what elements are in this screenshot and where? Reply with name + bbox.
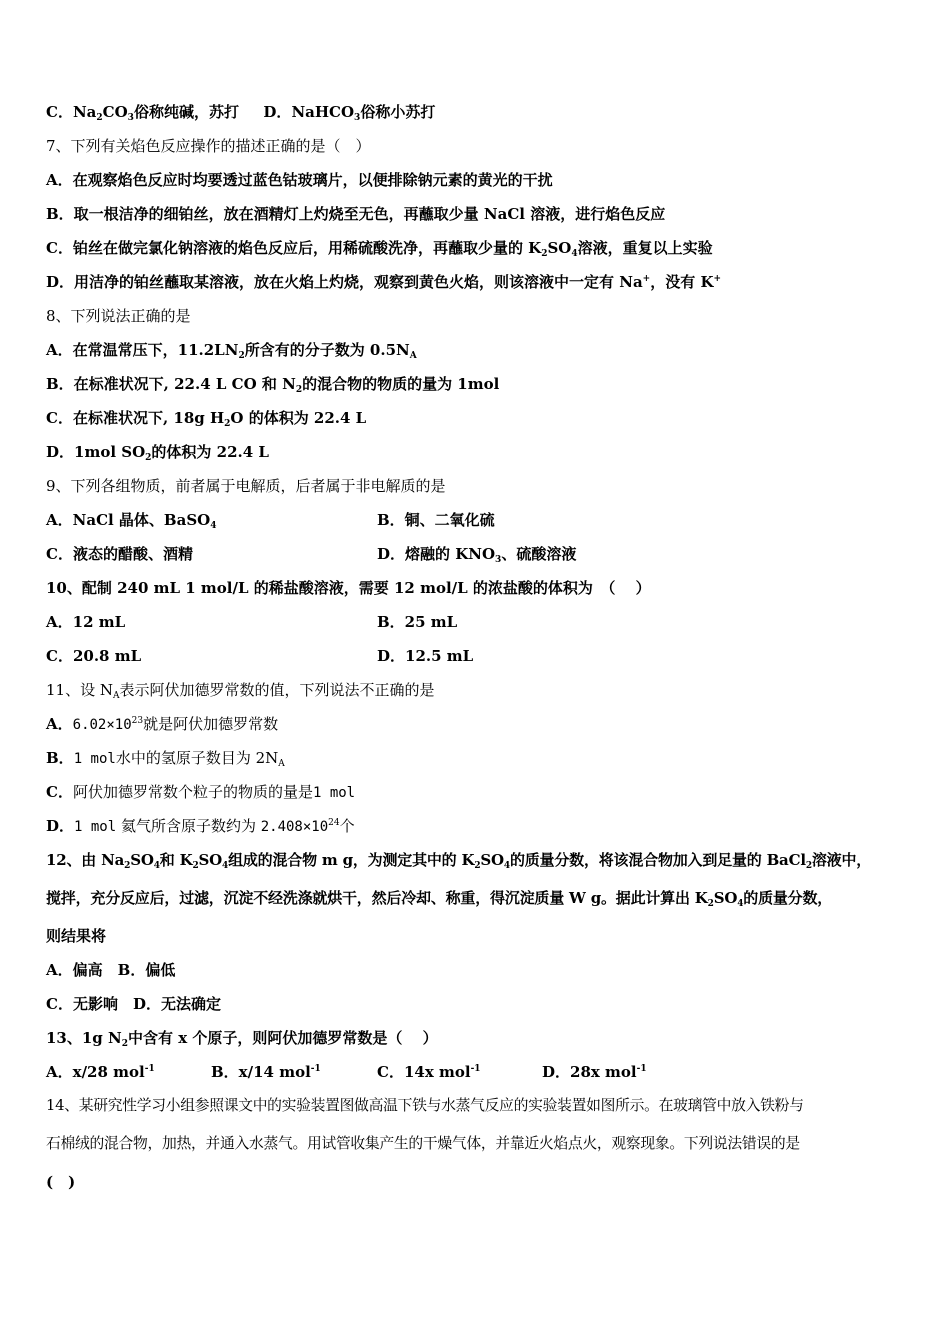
q8-stem: 8、下列说法正确的是 bbox=[46, 307, 191, 325]
q8-a-mid: 所含有的分子数为 0.5N bbox=[244, 341, 410, 359]
q14-stem-line1: 14、某研究性学习小组参照课文中的实验装置图做高温下铁与水蒸气反应的实验装置如图所示。在玻璃管中放入铁粉与 bbox=[46, 1097, 804, 1114]
q6-c-text: 俗称纯碱，苏打 bbox=[133, 103, 239, 121]
q12-l1-d: SO bbox=[198, 851, 222, 869]
q12-l1-s7: 2 bbox=[805, 861, 812, 871]
q13-a-text: A．x/28 mol bbox=[46, 1063, 145, 1081]
q11-stem-pre: 11、设 N bbox=[46, 681, 113, 699]
q12-l1-g: 的质量分数，将该混合物加入到足量的 BaCl bbox=[509, 851, 806, 869]
q10-option-b: B．25 mL bbox=[377, 613, 458, 631]
q6-options-cd bbox=[46, 102, 435, 122]
q12-l1-e: 组成的混合物 m g，为测定其中的 K bbox=[228, 851, 475, 869]
q7-option-a: A．在观察焰色反应时均要透过蓝色钴玻璃片，以便排除钠元素的黄光的干扰 bbox=[46, 171, 553, 189]
q12-l2-s2: 4 bbox=[737, 899, 744, 909]
q8-d-sub: 2 bbox=[145, 453, 152, 463]
q7-d-pre: D．用洁净的铂丝蘸取某溶液，放在火焰上灼烧，观察到黄色火焰，则该溶液中一定有 Na bbox=[46, 273, 643, 291]
q7-d-sup2: + bbox=[713, 274, 722, 284]
q11-option-a bbox=[46, 714, 278, 735]
q6-d-text: 俗称小苏打 bbox=[360, 103, 436, 121]
q13-stem-post: 中含有 x 个原子，则阿伏加德罗常数是（ ） bbox=[128, 1029, 438, 1047]
q12-options-ab: A．偏高 B．偏低 bbox=[46, 961, 176, 979]
q12-stem-line3: 则结果将 bbox=[46, 927, 107, 945]
q9-a-pre: A．NaCl 晶体、BaSO bbox=[46, 511, 211, 529]
q13-d-text: D．28x mol bbox=[542, 1063, 637, 1081]
q8-d-post: 的体积为 22.4 L bbox=[151, 443, 269, 461]
q8-option-c bbox=[46, 408, 366, 428]
q9-a-sub: 4 bbox=[210, 521, 217, 531]
q13-b-sup: -1 bbox=[310, 1064, 321, 1074]
q11-a-post: 就是阿伏加德罗常数 bbox=[143, 715, 279, 733]
q6-c-formula: Na bbox=[72, 103, 97, 121]
q12-l2-a: 搅拌，充分反应后，过滤，沉淀不经洗涤就烘干，然后冷却、称重，得沉淀质量 W g。据此计算出 K bbox=[46, 889, 708, 907]
q11-stem bbox=[46, 680, 435, 700]
q13-option-d bbox=[542, 1062, 647, 1082]
q12-l1-s2: 4 bbox=[153, 861, 160, 871]
q12-l1-a: 12、由 Na bbox=[46, 851, 125, 869]
q7-c-pre: C．铂丝在做完氯化钠溶液的焰色反应后，用稀硫酸洗净，再蘸取少量的 K bbox=[46, 239, 542, 257]
q11-b-label: B． bbox=[46, 749, 74, 767]
q11-stem-post: 表示阿伏加德罗常数的值，下列说法不正确的是 bbox=[119, 681, 435, 699]
q9-d-post: 、硫酸溶液 bbox=[501, 545, 577, 563]
q8-c-post: O 的体积为 22.4 L bbox=[230, 409, 367, 427]
q7-d-mid: ，没有 K bbox=[650, 273, 714, 291]
q8-a-pre: A．在常温常压下，11.2LN bbox=[46, 341, 239, 359]
q13-stem bbox=[46, 1028, 438, 1048]
q8-b-post: 的混合物的物质的量为 1mol bbox=[302, 375, 500, 393]
q13-stem-pre: 13、1g N bbox=[46, 1029, 122, 1047]
q13-d-sup: -1 bbox=[636, 1064, 647, 1074]
q12-stem-line2 bbox=[46, 888, 832, 908]
q6-c-formula-mid: CO bbox=[102, 103, 128, 121]
q9-option-a bbox=[46, 510, 217, 530]
q13-option-a bbox=[46, 1062, 155, 1082]
q8-a-sub2: A bbox=[409, 351, 417, 361]
q13-option-b bbox=[211, 1062, 321, 1082]
q7-stem: 7、下列有关焰色反应操作的描述正确的是（ ） bbox=[46, 137, 371, 155]
q13-c-text: C．14x mol bbox=[377, 1063, 471, 1081]
q12-l1-c: 和 K bbox=[159, 851, 193, 869]
q7-c-mid: SO bbox=[547, 239, 572, 257]
q12-l1-b: SO bbox=[130, 851, 154, 869]
q11-d-num2: 2.408×10 bbox=[260, 819, 329, 835]
q12-l2-s1: 2 bbox=[707, 899, 714, 909]
q11-d-sup: 24 bbox=[328, 818, 340, 828]
q12-l1-s1: 2 bbox=[124, 861, 131, 871]
q12-l1-f: SO bbox=[480, 851, 504, 869]
q6-d-sub: 3 bbox=[354, 113, 361, 123]
q13-c-sup: -1 bbox=[470, 1064, 481, 1074]
q12-options-cd: C．无影响 D．无法确定 bbox=[46, 995, 221, 1013]
q8-option-d bbox=[46, 442, 269, 462]
q13-b-text: B．x/14 mol bbox=[211, 1063, 311, 1081]
q11-option-d bbox=[46, 816, 355, 837]
q11-a-sup: 23 bbox=[131, 716, 144, 726]
q8-d-pre: D．1mol SO bbox=[46, 443, 146, 461]
q11-b-num: 1 mol bbox=[73, 751, 116, 767]
q8-b-pre: B．在标准状况下, 22.4 L CO 和 N bbox=[46, 375, 296, 393]
q7-option-d bbox=[46, 272, 721, 292]
q9-option-d bbox=[377, 544, 576, 564]
q14-stem-line2: 石棉绒的混合物，加热，并通入水蒸气。用试管收集产生的干燥气体，并靠近火焰点火，观察现象。下列说法错误的是 bbox=[46, 1135, 800, 1152]
q7-c-sub1: 2 bbox=[541, 249, 548, 259]
q10-option-c: C．20.8 mL bbox=[46, 647, 142, 665]
q12-l1-s3: 2 bbox=[192, 861, 199, 871]
q8-c-pre: C．在标准状况下, 18g H bbox=[46, 409, 225, 427]
q7-c-post: 溶液，重复以上实验 bbox=[577, 239, 713, 257]
q12-l1-s6: 4 bbox=[503, 861, 510, 871]
q11-c-num: 1 mol bbox=[312, 785, 356, 801]
q11-c-text: 阿伏加德罗常数个粒子的物质的量是 bbox=[72, 783, 313, 801]
q13-option-c bbox=[377, 1062, 481, 1082]
q9-d-pre: D．熔融的 KNO bbox=[377, 545, 496, 563]
q8-b-sub: 2 bbox=[295, 385, 303, 395]
q11-option-b bbox=[46, 748, 285, 769]
q12-l1-s4: 4 bbox=[222, 861, 229, 871]
q6-d-label: D． bbox=[263, 103, 292, 121]
q12-l1-h: 溶液中， bbox=[811, 851, 872, 869]
q11-a-label: A． bbox=[46, 715, 73, 733]
q11-d-mid: 氦气所含原子数约为 bbox=[116, 817, 261, 835]
q8-option-a bbox=[46, 340, 417, 360]
q11-b-sub: A bbox=[278, 759, 285, 769]
q11-stem-sub: A bbox=[112, 691, 120, 701]
q8-c-sub: 2 bbox=[224, 419, 231, 429]
q11-d-label: D． bbox=[46, 817, 75, 835]
q12-l2-c: 的质量分数， bbox=[743, 889, 833, 907]
q9-option-b: B．铜、二氧化硫 bbox=[377, 511, 495, 529]
q14-stem-line3: ( ) bbox=[46, 1173, 76, 1191]
q12-stem-line1 bbox=[46, 850, 871, 870]
q8-option-b bbox=[46, 374, 499, 394]
q11-d-num: 1 mol bbox=[74, 819, 117, 835]
q9-stem: 9、下列各组物质，前者属于电解质，后者属于非电解质的是 bbox=[46, 477, 446, 495]
q10-option-d: D．12.5 mL bbox=[377, 647, 474, 665]
q11-a-num: 6.02×10 bbox=[72, 717, 132, 733]
q10-stem: 10、配制 240 mL 1 mol/L 的稀盐酸溶液，需要 12 mol/L 的浓盐酸的体积为 （ ） bbox=[46, 579, 651, 597]
q7-d-sup1: + bbox=[642, 274, 651, 284]
q11-b-mid: 水中的氢原子数目为 2N bbox=[115, 749, 279, 767]
q7-option-b: B．取一根洁净的细铂丝，放在酒精灯上灼烧至无色，再蘸取少量 NaCl 溶液，进行焰色反应 bbox=[46, 205, 666, 223]
q9-d-sub: 3 bbox=[495, 555, 502, 565]
q6-c-sub1: 2 bbox=[96, 113, 103, 123]
q11-option-c bbox=[46, 782, 355, 803]
q7-option-c bbox=[46, 238, 713, 258]
q11-c-label: C． bbox=[46, 783, 73, 801]
q12-l1-s5: 2 bbox=[474, 861, 481, 871]
q13-a-sup: -1 bbox=[144, 1064, 155, 1074]
q6-d-formula: NaHCO bbox=[291, 103, 355, 121]
q13-stem-sub: 2 bbox=[121, 1039, 128, 1049]
q10-option-a: A．12 mL bbox=[46, 613, 126, 631]
q7-c-sub2: 4 bbox=[571, 249, 578, 259]
q6-c-sub2: 3 bbox=[127, 113, 134, 123]
q8-a-sub: 2 bbox=[238, 351, 245, 361]
q12-l2-b: SO bbox=[713, 889, 738, 907]
q9-option-c: C．液态的醋酸、酒精 bbox=[46, 545, 193, 563]
q6-c-label: C． bbox=[46, 103, 73, 121]
q11-d-post: 个 bbox=[339, 817, 355, 835]
